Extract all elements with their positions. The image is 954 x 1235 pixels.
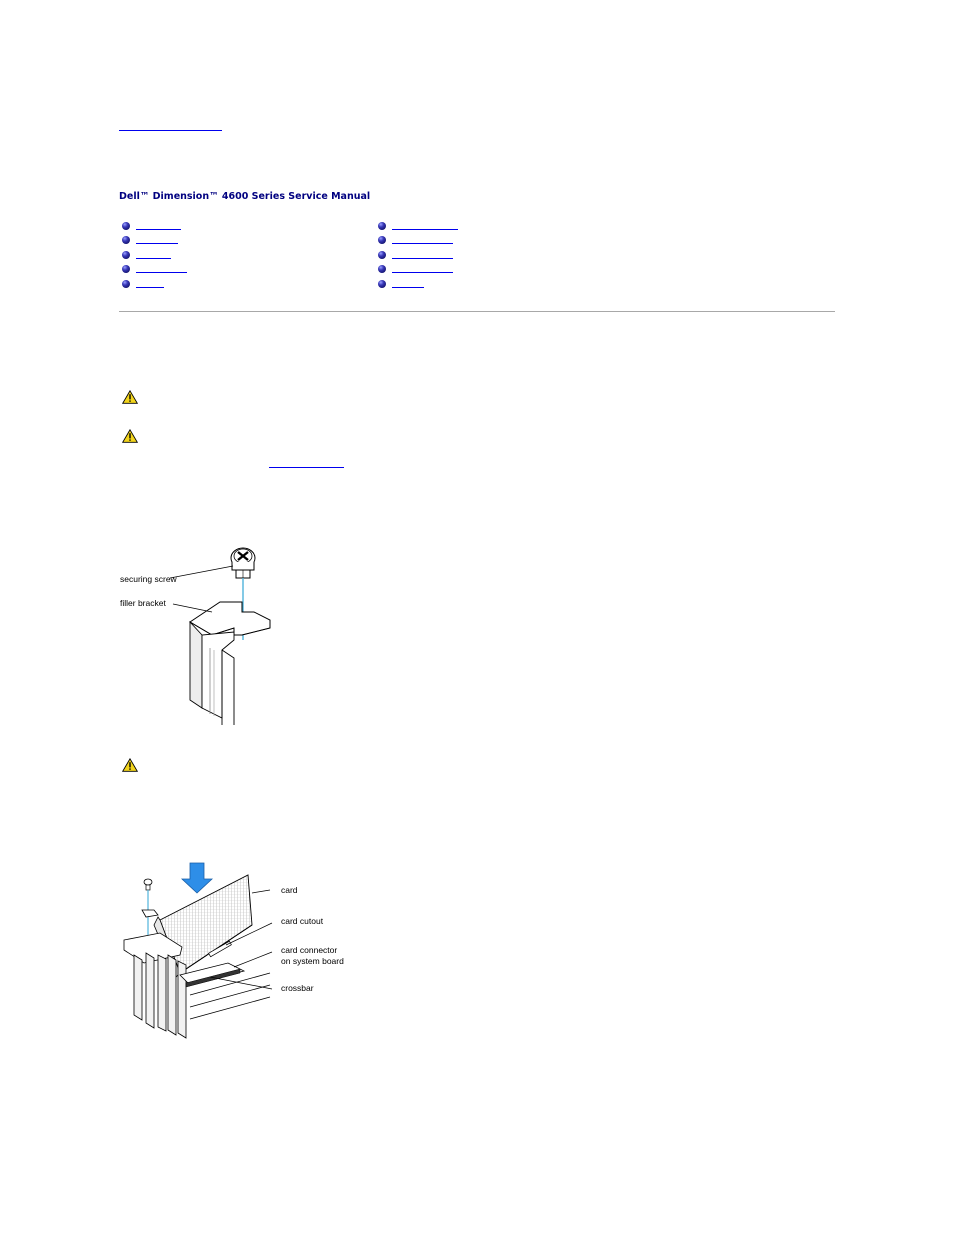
nav-link-5[interactable]: [136, 287, 164, 288]
bullet-icon: [378, 265, 386, 273]
label-card-connector-line1: card connector: [281, 945, 338, 955]
nav-link-10[interactable]: [392, 287, 424, 288]
nav-link-4[interactable]: [136, 272, 187, 273]
section-divider: [119, 311, 835, 312]
nav-link-8[interactable]: [392, 258, 453, 259]
label-card: card: [281, 885, 298, 895]
label-securing-screw: securing screw: [120, 574, 177, 584]
bullet-icon: [122, 222, 130, 230]
manual-title: Dell™ Dimension™ 4600 Series Service Manual: [119, 191, 371, 202]
nav-link-9[interactable]: [392, 272, 453, 273]
bullet-icon: [378, 280, 386, 288]
caution-triangle-icon: [122, 429, 138, 443]
bullet-icon: [122, 236, 130, 244]
bullet-icon: [122, 280, 130, 288]
label-crossbar: crossbar: [281, 983, 314, 993]
bullet-icon: [122, 251, 130, 259]
label-card-connector-line2: on system board: [281, 956, 344, 966]
filler-bracket-illustration: [170, 540, 280, 725]
nav-link-6[interactable]: [392, 229, 458, 230]
bullet-icon: [378, 236, 386, 244]
label-card-cutout: card cutout: [281, 916, 324, 926]
nav-link-2[interactable]: [136, 243, 178, 244]
bullet-icon: [378, 222, 386, 230]
caution-triangle-icon: [122, 390, 138, 404]
back-to-contents-link[interactable]: [119, 130, 222, 131]
card-installation-illustration: [120, 855, 290, 1040]
label-filler-bracket: filler bracket: [120, 598, 166, 608]
nav-link-1[interactable]: [136, 229, 181, 230]
inline-procedure-link[interactable]: [269, 467, 344, 468]
nav-link-3[interactable]: [136, 258, 171, 259]
bullet-icon: [122, 265, 130, 273]
caution-triangle-icon: [122, 758, 138, 772]
nav-link-7[interactable]: [392, 243, 453, 244]
bullet-icon: [378, 251, 386, 259]
